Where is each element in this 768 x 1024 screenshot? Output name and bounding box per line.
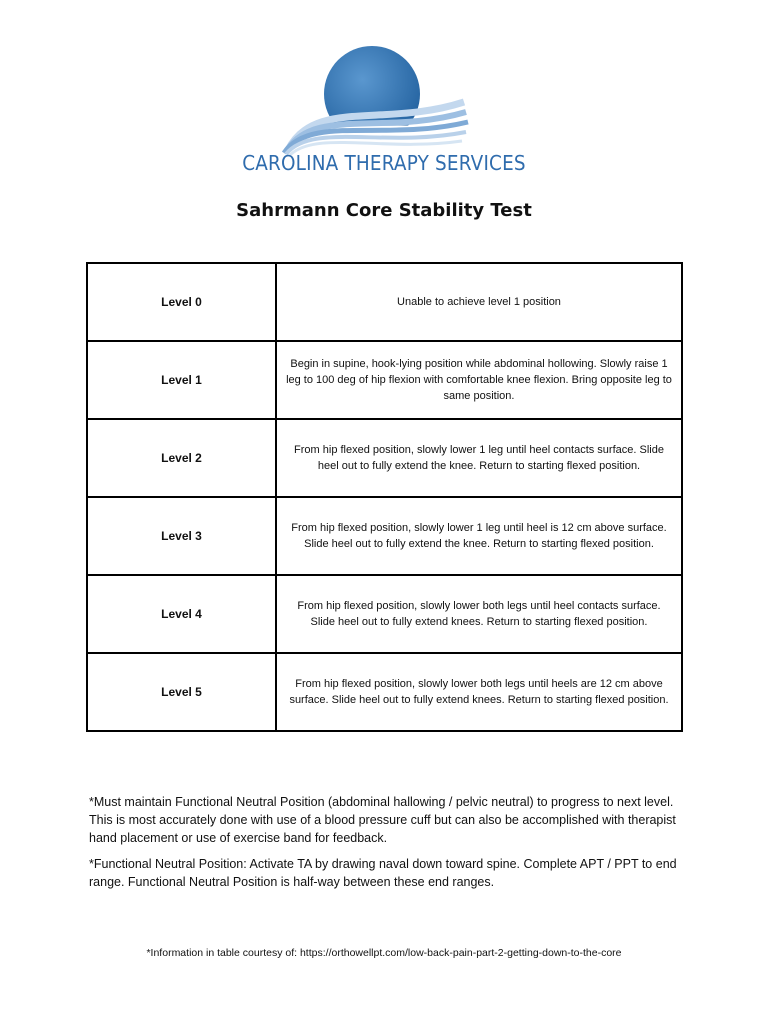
table-row: [87, 263, 682, 341]
note-paragraph: *Functional Neutral Position: Activate TA by drawing naval down toward spine. Complete APT / PPT to end range. Functional Neutral Position is half-way between these end ranges.: [89, 857, 677, 889]
level-label: Level 4: [87, 575, 276, 653]
level-label: Level 3: [87, 497, 276, 575]
table-row: [87, 575, 682, 653]
notes-section: [89, 793, 679, 899]
source-footnote: *Information in table courtesy of: https://orthowellpt.com/low-back-pain-part-2-getting-down-to-the-core: [146, 947, 622, 959]
level-label: Level 5: [87, 653, 276, 731]
level-label: Level 1: [87, 341, 276, 419]
table-row: [87, 341, 682, 419]
company-logo: [0, 40, 768, 180]
level-description: From hip flexed position, slowly lower both legs until heels are 12 cm above surface. Slide heel out to fully extend knees. Return to starting flexed position.: [276, 653, 682, 731]
levels-table: [86, 262, 683, 732]
note-paragraph: *Must maintain Functional Neutral Position (abdominal hallowing / pelvic neutral) to progress to next level. This is most accurately done with use of a blood pressure cuff but can also be accomplished with therapist hand placement or use of exercise band for feedback.: [89, 795, 676, 845]
page-title: Sahrmann Core Stability Test: [236, 200, 532, 221]
table-row: [87, 497, 682, 575]
level-description: From hip flexed position, slowly lower 1 leg until heel is 12 cm above surface. Slide heel out to fully extend the knee. Return to starting flexed position.: [276, 497, 682, 575]
company-name: CAROLINA THERAPY SERVICES: [242, 151, 526, 175]
level-description: From hip flexed position, slowly lower both legs until heel contacts surface. Slide heel out to fully extend knees. Return to starting flexed position.: [276, 575, 682, 653]
sun-wave-icon: [274, 40, 474, 155]
level-label: Level 2: [87, 419, 276, 497]
table-row: [87, 419, 682, 497]
table-row: [87, 653, 682, 731]
level-description: Begin in supine, hook-lying position while abdominal hollowing. Slowly raise 1 leg to 100 deg of hip flexion with comfortable knee flexion. Bring opposite leg to same position.: [276, 341, 682, 419]
level-description: From hip flexed position, slowly lower 1 leg until heel contacts surface. Slide heel out to fully extend the knee. Return to starting flexed position.: [276, 419, 682, 497]
level-label: Level 0: [87, 263, 276, 341]
level-description: Unable to achieve level 1 position: [276, 263, 682, 341]
